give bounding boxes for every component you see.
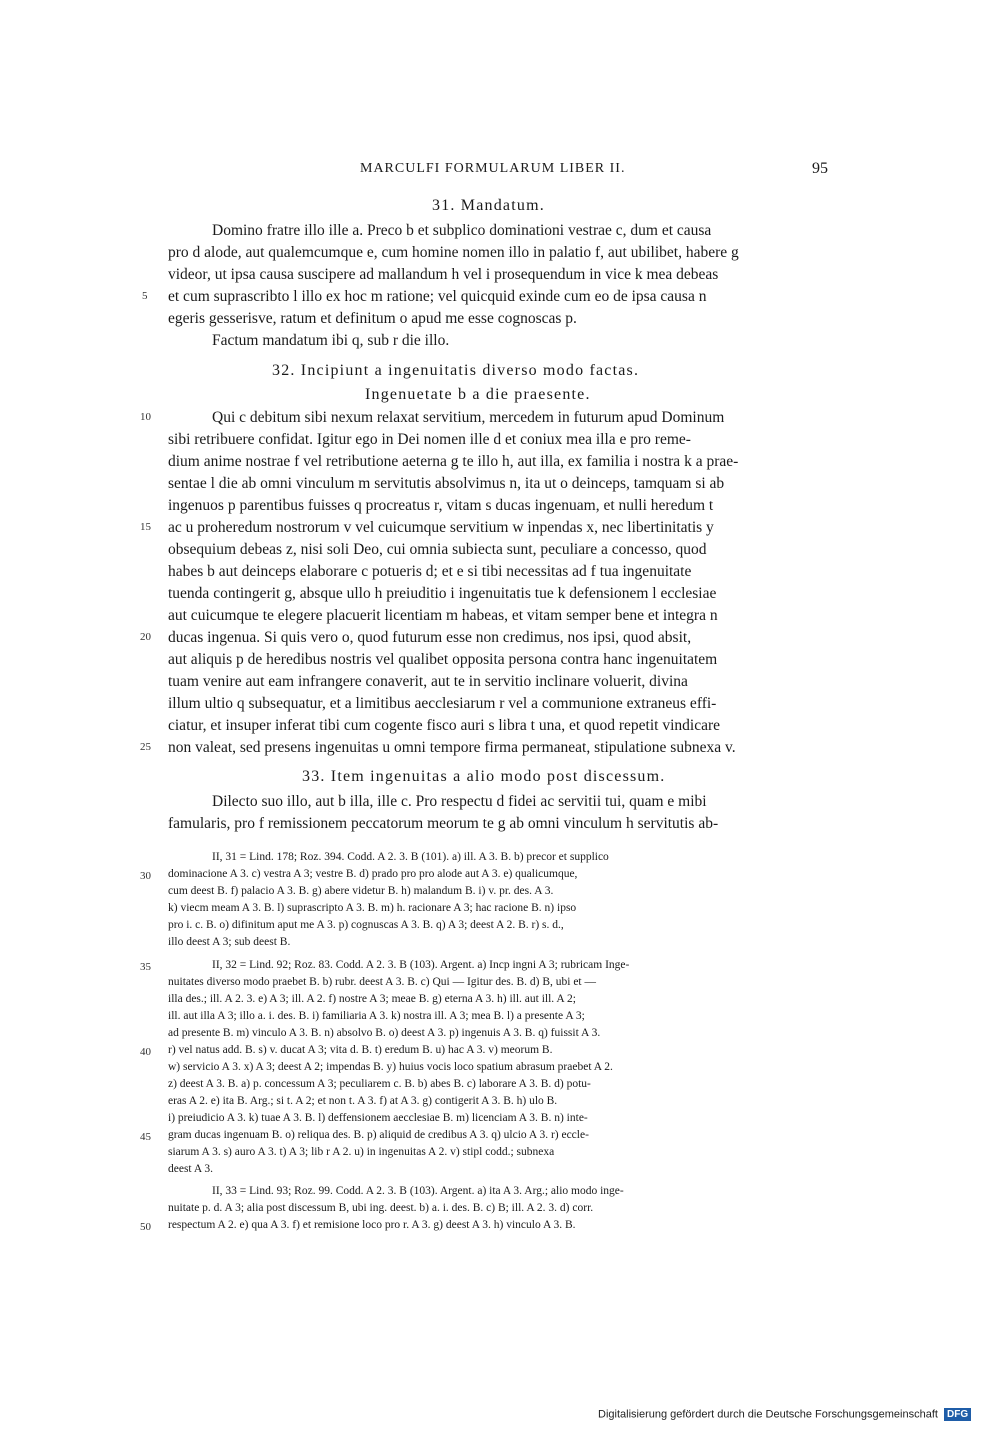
footnote-line: pro i. c. B. o) difinitum aput me A 3. p) cognuscas A 3. B. q) A 3; deest A 2. B. r) s. d.,	[168, 919, 564, 931]
footnote-line: respectum A 2. e) qua A 3. f) et remisione loco pro r. A 3. g) deest A 3. h) vinculo A 3. B.	[168, 1219, 576, 1231]
section-32-line: aut cuicumque te elegere placuerit licentiam m habeas, et vitam semper bene et integra n	[168, 607, 718, 624]
section-31-line: et cum suprascribto l illo ex hoc m ratione; vel quicquid exinde cum eo de ipsa causa n	[168, 288, 707, 305]
section-32-line: sibi retribuere confidat. Igitur ego in Dei nomen ille d et coniux mea illa e pro reme-	[168, 431, 691, 448]
footnote-line: siarum A 3. s) auro A 3. t) A 3; lib r A 2. u) in ingenuitas A 2. v) stipl codd.; subnexa	[168, 1146, 555, 1158]
footnote-line: eras A 2. e) ita B. Arg.; si t. A 2; et non t. A 3. f) at A 3. g) contigerit A 3. B. h) ulo B.	[168, 1095, 558, 1107]
section-31-line: Domino fratre illo ille a. Preco b et subplico dominationi vestrae c, dum et causa	[212, 222, 712, 239]
section-33-heading: 33. Item ingenuitas a alio modo post discessum.	[302, 768, 666, 785]
section-33-line: Dilecto suo illo, aut b illa, ille c. Pro respectu d fidei ac servitii tui, quam e mibi	[212, 793, 707, 810]
margin-line-number: 50	[140, 1221, 151, 1233]
footnote-line: illa des.; ill. A 2. 3. e) A 3; ill. A 2. f) nostre A 3; meae B. g) eterna A 3. h) ill. aut ill. A 2;	[168, 993, 576, 1005]
footnote-line: II, 32 = Lind. 92; Roz. 83. Codd. A 2. 3. B (103). Argent. a) Incp ingni A 3; rubricam Inge-	[212, 959, 630, 971]
section-31-line: pro d alode, aut qualemcumque e, cum homine nomen illo in palatio f, aut ubilibet, habere g	[168, 244, 739, 261]
margin-line-number: 5	[142, 290, 148, 302]
section-32-line: dium anime nostrae f vel retributione aeterna g te illo h, aut illa, ex familia i nostra k a prae-	[168, 453, 739, 470]
footnote-line: cum deest B. f) palacio A 3. B. g) abere videtur B. h) malandum B. i) v. pr. des. A 3.	[168, 885, 554, 897]
section-31-line: Factum mandatum ibi q, sub r die illo.	[212, 332, 450, 349]
section-32-line: sentae l die ab omni vinculum m servitutis absolvimus n, ita ut o deinceps, tamquam si ab	[168, 475, 725, 492]
running-title: MARCULFI FORMULARUM LIBER II.	[360, 161, 626, 176]
footnote-line: k) viecm meam A 3. B. l) suprascripto A 3. B. m) h. racionare A 3; hac racione B. n) ipso	[168, 902, 577, 914]
section-32-line: ac u proheredum nostrorum v vel cuicumque servitium w inpendas x, nec libertinitatis y	[168, 519, 714, 536]
footnote-line: gram ducas ingenuam B. o) reliqua des. B. p) aliquid de credibus A 3. q) ulcio A 3. r) eccle-	[168, 1129, 589, 1141]
section-32-heading: 32. Incipiunt a ingenuitatis diverso modo factas.	[272, 362, 640, 379]
footnote-line: ill. aut illa A 3; illo a. i. des. B. i) familiaria A 3. k) nostra ill. A 3; mea B. l) a presente A 3;	[168, 1010, 585, 1022]
section-32-line: habes b aut deinceps elaborare c potueris d; et e si tibi necessitas ad f tua ingenuitate	[168, 563, 692, 580]
footnote-line: ad presente B. m) vinculo A 3. B. n) absolvo B. o) deest A 3. p) ingenuis A 3. B. q) fuissit A 3.	[168, 1027, 601, 1039]
margin-line-number: 45	[140, 1131, 151, 1143]
footnote-line: II, 31 = Lind. 178; Roz. 394. Codd. A 2. 3. B (101). a) ill. A 3. B. b) precor et supplico	[212, 851, 609, 863]
footnote-line: i) preiudicio A 3. k) tuae A 3. B. l) deffensionem aecclesiae B. m) licenciam A 3. B. n) inte-	[168, 1112, 588, 1124]
section-32-line: aut aliquis p de heredibus nostris vel qualibet opposita persona contra hanc ingenuitatem	[168, 651, 718, 668]
footnote-line: illo deest A 3; sub deest B.	[168, 936, 291, 948]
footnote-line: w) servicio A 3. x) A 3; deest A 2; impendas B. y) huius vocis loco spatium abrasum praebet A 2.	[168, 1061, 613, 1073]
section-31-line: egeris gesserisve, ratum et definitum o apud me esse cognoscas p.	[168, 310, 577, 327]
footnote-line: dominacione A 3. c) vestra A 3; vestre B. d) prado pro pro alode aut A 3. e) qualicumque,	[168, 868, 578, 880]
footnote-line: r) vel natus add. B. s) v. ducat A 3; vita d. B. t) eredum B. u) hac A 3. v) meorum B.	[168, 1044, 553, 1056]
section-32-line: non valeat, sed presens ingenuitas u omni tempore firma permaneat, stipulatione subnexa v.	[168, 739, 736, 756]
section-32-line: ciatur, et insuper inferat tibi cum cogente fisco auri s libra t una, et quod repetit vindicare	[168, 717, 721, 734]
section-32-line: tuenda contingerit g, absque ullo h preiuditio i ingenuitatis tue k defensionem l ecclesiae	[168, 585, 717, 602]
section-32-line: ingenuos p parentibus fuisses q procreatus r, vitam s ducas ingenuam, et nulli heredum t	[168, 497, 714, 514]
section-32-line: obsequium debeas z, nisi soli Deo, cui omnia subiecta sunt, peculiare a concesso, quod	[168, 541, 707, 558]
margin-line-number: 30	[140, 870, 151, 882]
section-33-line: famularis, pro f remissionem peccatorum meorum te g ab omni vinculum h servitutis ab-	[168, 815, 719, 832]
margin-line-number: 40	[140, 1046, 151, 1058]
margin-line-number: 25	[140, 741, 151, 753]
digitization-credit	[598, 1408, 971, 1421]
section-31-line: videor, ut ipsa causa suscipere ad mallandum h vel i prosequendum in vice k mea debeas	[168, 266, 719, 283]
footnote-line: nuitate p. d. A 3; alia post discessum B, ubi ing. deest. b) a. i. des. B. c) B; ill. A 2. 3. d) corr.	[168, 1202, 594, 1214]
credit-text: Digitalisierung gefördert durch die Deutsche Forschungsgemeinschaft	[598, 1408, 938, 1421]
section-32-subheading: Ingenuetate b a die praesente.	[365, 386, 591, 403]
section-32-line: Qui c debitum sibi nexum relaxat servitium, mercedem in futurum apud Dominum	[212, 409, 725, 426]
section-32-line: ducas ingenua. Si quis vero o, quod futurum esse non credimus, nos ipsi, quod absit,	[168, 629, 692, 646]
footnote-line: II, 33 = Lind. 93; Roz. 99. Codd. A 2. 3. B (103). Argent. a) ita A 3. Arg.; alio modo inge-	[212, 1185, 624, 1197]
section-32-line: illum ultio q subsequatur, et a limitibus aecclesiarum r vel a communione extraneus effi-	[168, 695, 717, 712]
margin-line-number: 10	[140, 411, 151, 423]
margin-line-number: 15	[140, 521, 151, 533]
page-number: 95	[812, 160, 828, 177]
section-31-heading: 31. Mandatum.	[432, 197, 545, 214]
footnote-line: z) deest A 3. B. a) p. concessum A 3; peculiarem c. B. b) abes B. c) laborare A 3. B. d) potu-	[168, 1078, 591, 1090]
margin-line-number: 20	[140, 631, 151, 643]
margin-line-number: 35	[140, 961, 151, 973]
footnote-line: deest A 3.	[168, 1163, 214, 1175]
footnote-line: nuitates diverso modo praebet B. b) rubr. deest A 3. B. c) Qui — Igitur des. B. d) B, ubi et —	[168, 976, 596, 988]
section-32-line: tuam venire aut eam infrangere conaverit, aut te in servitio inclinare voluerit, divina	[168, 673, 688, 690]
dfg-logo: DFG	[944, 1408, 971, 1421]
